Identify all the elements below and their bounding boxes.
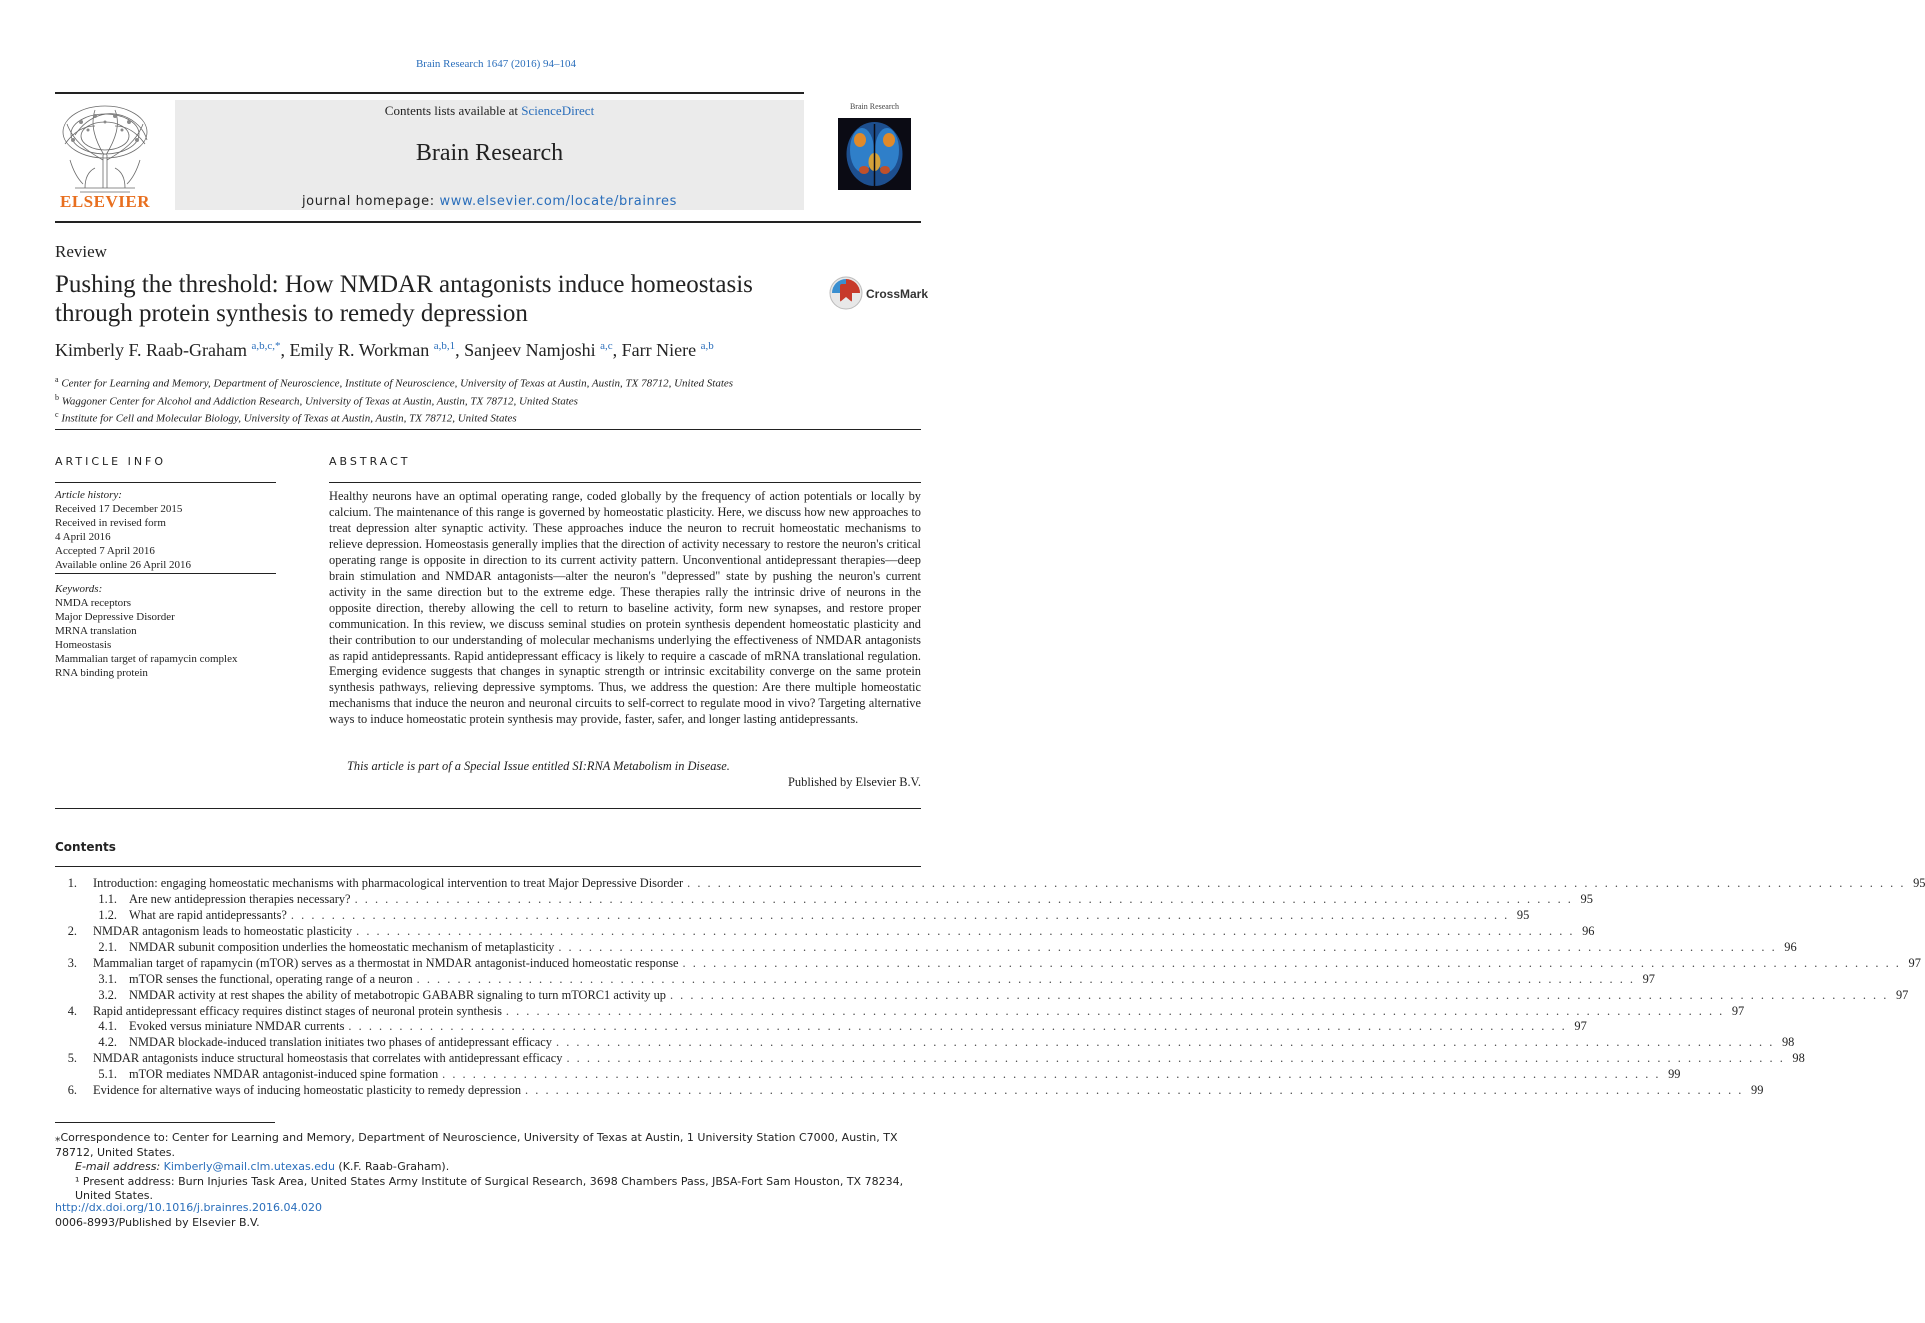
toc-leader-dots: . . . . . . . . . . . . . . . . . . . . . . . . . . . . . . . . . . . . . . . . . . . . . . . . . . . . . . . . . . . . . . . . . . . . . . . . . . . . . . . . . . . . . . . . . . . . . . . . . . . . . . . . . . . . . . . . . . . . . . . . (558, 939, 1777, 954)
history-online: Available online 26 April 2016 (55, 559, 192, 571)
issn-line: 0006-8993/Published by Elsevier B.V. (55, 1216, 260, 1229)
toc-entry-number: 3.2. (98, 987, 117, 1002)
article-info-rule (55, 573, 276, 574)
abstract-publisher: Published by Elsevier B.V. (788, 775, 921, 789)
email-suffix: (K.F. Raab-Graham). (334, 1160, 450, 1173)
toc-entry-title[interactable]: NMDAR antagonists induce structural homeostasis that correlates with antidepressant efficacy (93, 1051, 563, 1066)
toc-leader-dots: . . . . . . . . . . . . . . . . . . . . . . . . . . . . . . . . . . . . . . . . . . . . . . . . . . . . . . . . . . . . . . . . . . . . . . . . . . . . . . . . . . . . . . . . . . . . . . . . . . . . . . . . . . . . . . . . . . . . . . . . (682, 955, 1901, 970)
homepage-prefix: journal homepage: (301, 194, 440, 209)
toc-entry-number: 6. (67, 1083, 77, 1098)
toc-leader-dots: . . . . . . . . . . . . . . . . . . . . . . . . . . . . . . . . . . . . . . . . . . . . . . . . . . . . . . . . . . . . . . . . . . . . . . . . . . . . . . . . . . . . . . . . . . . . . . . . . . . . . . . . . . . . . . . . . . . . . . . . (556, 1035, 1775, 1050)
abstract-text: Healthy neurons have an optimal operating range, coded globally by the frequency of action potentials or locally by calcium. The maintenance of this range is governed by homeostatic plasticity. Here, we discuss how new approaches to treat depression alter synaptic activity. These approaches induce the neuron to recruit homeostatic mechanisms to relieve depression. Homeostasis generally implies that the direction of activity necessary to restore the neuron's critical operating range is opposite in direction to its current activity pattern. Unconventional antidepressant therapies—deep brain stimulation and NMDAR antagonists—alter the neuron's "depressed" state by pushing the neuron's current activity in the same direction but to the extreme edge. These therapies rally the intrinsic drive of neurons in the opposite direction, thereby allowing the cell to return to baseline activity, form new synapses, and restore proper communication. In this review, we discuss seminal studies on protein synthesis dependent homeostatic plasticity and their contribution to our understanding of molecular mechanisms underlying the effectiveness of NMDAR antagonists as rapid antidepressants. Rapid antidepressant efficacy is likely to require a cascade of mRNA translational regulation. Emerging evidence suggests that changes in synaptic strength or intrinsic excitability converge on the same protein synthesis pathways, relieving depressive symptoms. Thus, we address the question: Are there multiple homeostatic mechanisms that induce the neuron and neuronal circuits to self-correct to regulate mood in vivo? Targeting alternative ways to induce homeostatic protein synthesis may provide, faster, safer, and longer lasting antidepressants. (329, 489, 921, 727)
history-revised: Received in revised form (55, 517, 166, 529)
journal-cover-image (838, 100, 911, 208)
toc-entry-number: 1.2. (98, 907, 117, 922)
journal-homepage-line (175, 194, 804, 209)
toc-entry[interactable] (55, 907, 1530, 924)
toc-entry-page: 96 (1582, 923, 1595, 938)
affiliation-mark: c (55, 410, 59, 420)
affiliations (55, 373, 733, 426)
toc-leader-dots: . . . . . . . . . . . . . . . . . . . . . . . . . . . . . . . . . . . . . . . . . . . . . . . . . . . . . . . . . . . . . . . . . . . . . . . . . . . . . . . . . . . . . . . . . . . . . . . . . . . . . . . . . . . . . . . . . . . . . . . . (669, 987, 1889, 1002)
elsevier-wordmark: ELSEVIER (60, 192, 150, 211)
author-list (55, 340, 714, 361)
abstract-bottom-rule (55, 808, 921, 809)
author-3[interactable] (464, 340, 613, 360)
keyword: Mammalian target of rapamycin complex (55, 653, 238, 665)
toc-entry-number: 2. (67, 923, 77, 938)
toc-entry-title[interactable]: Rapid antidepressant efficacy requires distinct stages of neuronal protein synthesis (93, 1003, 502, 1018)
author-name: Kimberly F. Raab-Graham (55, 340, 248, 360)
journal-title: Brain Research (415, 140, 564, 166)
article-history (55, 488, 276, 572)
toc-entry-title[interactable]: Introduction: engaging homeostatic mechanisms with pharmacological intervention to treat Major Depressive Disorder (93, 876, 684, 890)
author-name: Farr Niere (621, 340, 697, 360)
author-1[interactable] (55, 340, 281, 360)
toc-entry-number: 3. (67, 955, 77, 970)
toc-entry-page: 98 (1792, 1051, 1805, 1066)
toc-entry[interactable] (55, 1067, 1681, 1083)
toc-leader-dots: . . . . . . . . . . . . . . . . . . . . . . . . . . . . . . . . . . . . . . . . . . . . . . . . . . . . . . . . . . . . . . . . . . . . . . . . . . . . . . . . . . . . . . . . . . . . . . . . . . . . . . . . . . . . . . . . . . . . . . . . (354, 891, 1573, 906)
toc-entry-title[interactable]: NMDAR blockade-induced translation initiates two phases of antidepressant efficacy (129, 1035, 552, 1050)
contents-rule (55, 866, 921, 867)
history-accepted: Accepted 7 April 2016 (55, 545, 155, 557)
toc-entry-title[interactable]: Evidence for alternative ways of inducing homeostatic plasticity to remedy depression (93, 1083, 522, 1098)
toc-entry-title[interactable]: Mammalian target of rapamycin (mTOR) serves as a thermostat in NMDAR antagonist-induced homeostatic response (93, 955, 679, 970)
sciencedirect-link[interactable]: ScienceDirect (521, 103, 595, 118)
affiliation-mark: b (55, 392, 59, 402)
toc-entry[interactable] (55, 1003, 1745, 1020)
toc-entry-title[interactable]: NMDAR activity at rest shapes the ability of metabotropic GABABR signaling to turn mTORC1 activity up (129, 987, 666, 1002)
keyword: Major Depressive Disorder (55, 611, 175, 623)
toc-entry[interactable] (55, 971, 1655, 988)
history-revised-date: 4 April 2016 (55, 531, 111, 543)
toc-leader-dots: . . . . . . . . . . . . . . . . . . . . . . . . . . . . . . . . . . . . . . . . . . . . . . . . . . . . . . . . . . . . . . . . . . . . . . . . . . . . . . . . . . . . . . . . . . . . . . . . . . . . . . . . . . . . . . . . . . . . . . . . (348, 1019, 1567, 1034)
toc-entry[interactable] (55, 955, 1921, 972)
toc-entry-page: 95 (1516, 907, 1530, 922)
special-issue-note: This article is part of a Special Issue entitled SI:RNA Metabolism in Disease. (347, 759, 730, 773)
author-affiliation-marks[interactable]: a,b,c,* (251, 340, 281, 352)
cover-title: Brain Research (849, 102, 900, 111)
keywords-label: Keywords: (55, 583, 103, 595)
toc-entry[interactable] (55, 1019, 1587, 1035)
toc-entry-page: 98 (1781, 1035, 1795, 1050)
contents-heading: Contents (55, 840, 116, 854)
toc-leader-dots: . . . . . . . . . . . . . . . . . . . . . . . . . . . . . . . . . . . . . . . . . . . . . . . . . . . . . . . . . . . . . . . . . . . . . . . . . . . . . . . . . . . . . . . . . . . . . . . . . . . . . . . . . . . . . . . . . . . . . . . . (525, 1083, 1744, 1098)
affiliation-text: Institute for Cell and Molecular Biology, University of Texas at Austin, Austin, TX 78712, United States (61, 412, 517, 425)
present-address-note: ¹ Present address: Burn Injuries Task Area, United States Army Institute of Surgical Research, 3698 Chambers Pass, JBSA-Fort Sam Houston, TX 78234, United States. (75, 1174, 904, 1202)
toc-entry-page: 97 (1574, 1019, 1587, 1034)
toc-entry-number: 4. (67, 1003, 77, 1018)
author-name: Emily R. Workman (289, 340, 430, 360)
email-link[interactable]: Kimberly@mail.clm.utexas.edu (163, 1160, 335, 1173)
author-affiliation-marks[interactable]: a,b (700, 340, 714, 352)
toc-entry[interactable] (55, 1083, 1764, 1099)
homepage-link[interactable]: www.elsevier.com/locate/brainres (439, 194, 678, 209)
contents-available-line (175, 103, 804, 119)
author-separator: , (612, 340, 622, 360)
section-rule (55, 429, 921, 430)
toc-entry[interactable] (55, 891, 1593, 908)
affiliation-b (55, 391, 733, 409)
affiliation-text: Waggoner Center for Alcohol and Addiction Research, University of Texas at Austin, Austin, TX 78712, United States (61, 395, 578, 408)
article-type: Review (55, 242, 107, 261)
toc-leader-dots: . . . . . . . . . . . . . . . . . . . . . . . . . . . . . . . . . . . . . . . . . . . . . . . . . . . . . . . . . . . . . . . . . . . . . . . . . . . . . . . . . . . . . . . . . . . . . . . . . . . . . . . . . . . . . . . . . . . . . . . . (416, 971, 1635, 986)
author-separator: , (455, 340, 465, 360)
toc-entry-number: 5. (67, 1051, 77, 1066)
affiliation-text: Center for Learning and Memory, Department of Neuroscience, Institute of Neuroscience, University of Texas at Austin, Austin, TX 78712, United States (61, 377, 734, 390)
history-received: Received 17 December 2015 (55, 503, 183, 515)
toc-entry-number: 2.1. (98, 939, 117, 954)
toc-leader-dots: . . . . . . . . . . . . . . . . . . . . . . . . . . . . . . . . . . . . . . . . . . . . . . . . . . . . . . . . . . . . . . . . . . . . . . . . . . . . . . . . . . . . . . . . . . . . . . . . . . . . . . . . . . . . . . . . . . . . . . . . (442, 1067, 1661, 1082)
correspondence-note: ⁎Correspondence to: Center for Learning and Memory, Department of Neuroscience, University of Texas at Austin, 1 University Station C7000, Austin, TX 78712, United States. (55, 1131, 898, 1159)
toc-entry-number: 4.1. (98, 1019, 117, 1034)
keyword: Homeostasis (55, 639, 112, 651)
toc-entry-title[interactable]: mTOR mediates NMDAR antagonist-induced spine formation (129, 1067, 439, 1082)
toc-entry-page: 96 (1784, 939, 1797, 954)
author-2[interactable] (290, 340, 456, 360)
toc-entry-title[interactable]: NMDAR subunit composition underlies the homeostatic mechanism of metaplasticity (129, 939, 555, 954)
keyword: NMDA receptors (55, 597, 132, 609)
author-affiliation-marks[interactable]: a,c (600, 340, 613, 352)
article-title: Pushing the threshold: How NMDAR antagonists induce homeostasis through protein synthesis to remedy depression (55, 271, 753, 327)
keywords (55, 582, 276, 680)
email-note (55, 1160, 921, 1175)
toc-entry[interactable] (55, 1051, 1805, 1067)
crossmark-badge[interactable] (829, 275, 929, 311)
history-label: Article history: (55, 489, 122, 501)
abstract-heading: ABSTRACT (329, 455, 411, 468)
toc-entry-page: 99 (1751, 1083, 1764, 1098)
author-separator: , (280, 340, 290, 360)
toc-entry-page: 97 (1895, 987, 1909, 1002)
affiliation-a (55, 373, 733, 391)
author-4[interactable] (622, 340, 714, 360)
toc-entry[interactable] (55, 987, 1909, 1004)
toc-entry[interactable] (55, 1035, 1795, 1051)
toc-entry[interactable] (55, 876, 1925, 892)
article-info-heading: ARTICLE INFO (55, 455, 167, 468)
crossmark-label: CrossMark (866, 287, 929, 301)
article-info-rule (55, 482, 276, 483)
toc-entry-page: 97 (1731, 1003, 1745, 1018)
header-rule (55, 92, 804, 94)
email-label: E-mail address: (75, 1160, 164, 1173)
toc-entry-number: 1. (67, 876, 77, 890)
toc-entry-title[interactable]: What are rapid antidepressants? (129, 907, 287, 922)
contents-prefix: Contents lists available at (384, 103, 522, 118)
affiliation-c (55, 408, 733, 426)
toc-entry[interactable] (55, 923, 1595, 940)
toc-entry-page: 95 (1913, 876, 1925, 890)
toc-entry-number: 3.1. (98, 971, 117, 986)
toc-entry-page: 95 (1580, 891, 1593, 906)
toc-entry-title[interactable]: Are new antidepression therapies necessary? (129, 891, 351, 906)
affiliation-mark: a (55, 375, 59, 384)
toc-entry-page: 97 (1642, 971, 1655, 986)
table-of-contents (55, 876, 1925, 1099)
toc-entry-title[interactable]: mTOR senses the functional, operating range of a neuron (129, 971, 413, 986)
abstract-rule (329, 482, 921, 483)
header-rule-bottom (55, 221, 921, 223)
toc-entry-number: 1.1. (98, 891, 117, 906)
toc-entry-number: 4.2. (98, 1035, 117, 1050)
toc-leader-dots: . . . . . . . . . . . . . . . . . . . . . . . . . . . . . . . . . . . . . . . . . . . . . . . . . . . . . . . . . . . . . . . . . . . . . . . . . . . . . . . . . . . . . . . . . . . . . . . . . . . . . . . . . . . . . . . . . . . . . . . . (505, 1003, 1725, 1018)
toc-entry-page: 99 (1668, 1067, 1681, 1082)
doi-link[interactable]: http://dx.doi.org/10.1016/j.brainres.2016.04.020 (55, 1201, 322, 1214)
author-affiliation-marks[interactable]: a,b,1 (433, 340, 456, 352)
toc-leader-dots: . . . . . . . . . . . . . . . . . . . . . . . . . . . . . . . . . . . . . . . . . . . . . . . . . . . . . . . . . . . . . . . . . . . . . . . . . . . . . . . . . . . . . . . . . . . . . . . . . . . . . . . . . . . . . . . . . . . . . . . . (687, 876, 1906, 890)
footnotes (55, 1131, 921, 1204)
toc-entry-number: 5.1. (98, 1067, 117, 1082)
keyword: RNA binding protein (55, 667, 148, 679)
keyword: MRNA translation (55, 625, 137, 637)
toc-entry-title[interactable]: Evoked versus miniature NMDAR currents (129, 1019, 345, 1034)
toc-entry-title[interactable]: NMDAR antagonism leads to homeostatic plasticity (93, 923, 353, 938)
toc-entry[interactable] (55, 939, 1797, 956)
toc-entry-page: 97 (1908, 955, 1921, 970)
toc-leader-dots: . . . . . . . . . . . . . . . . . . . . . . . . . . . . . . . . . . . . . . . . . . . . . . . . . . . . . . . . . . . . . . . . . . . . . . . . . . . . . . . . . . . . . . . . . . . . . . . . . . . . . . . . . . . . . . . . . . . . . . . . (290, 907, 1510, 922)
author-name: Sanjeev Namjoshi (464, 340, 596, 360)
journal-citation[interactable]: Brain Research 1647 (2016) 94–104 (415, 58, 577, 70)
footnote-rule (55, 1122, 275, 1123)
toc-leader-dots: . . . . . . . . . . . . . . . . . . . . . . . . . . . . . . . . . . . . . . . . . . . . . . . . . . . . . . . . . . . . . . . . . . . . . . . . . . . . . . . . . . . . . . . . . . . . . . . . . . . . . . . . . . . . . . . . . . . . . . . . (356, 923, 1575, 938)
toc-leader-dots: . . . . . . . . . . . . . . . . . . . . . . . . . . . . . . . . . . . . . . . . . . . . . . . . . . . . . . . . . . . . . . . . . . . . . . . . . . . . . . . . . . . . . . . . . . . . . . . . . . . . . . . . . . . . . . . . . . . . . . . . (566, 1051, 1785, 1066)
